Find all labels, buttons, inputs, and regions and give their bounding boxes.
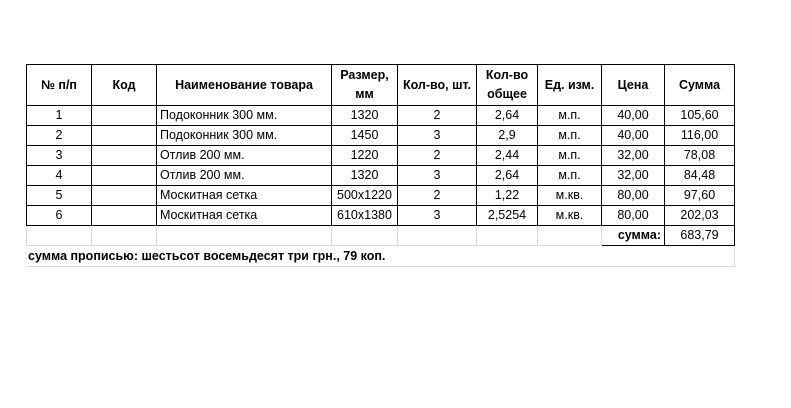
table-row	[27, 166, 735, 186]
cell-quantity-pcs: 3	[398, 166, 477, 186]
items-table	[26, 64, 735, 246]
cell-code	[92, 166, 157, 186]
cell-code	[92, 126, 157, 146]
empty-cell	[398, 226, 477, 246]
total-value: 683,79	[665, 226, 735, 246]
table-row	[27, 146, 735, 166]
cell-product-name: Отлив 200 мм.	[157, 146, 332, 166]
cell-size: 1320	[332, 166, 398, 186]
cell-quantity-pcs: 2	[398, 106, 477, 126]
cell-sum: 78,08	[665, 146, 735, 166]
total-row	[27, 226, 735, 246]
cell-quantity-pcs: 3	[398, 126, 477, 146]
empty-cell	[27, 226, 92, 246]
cell-product-name: Подоконник 300 мм.	[157, 106, 332, 126]
cell-product-name: Отлив 200 мм.	[157, 166, 332, 186]
header-price: Цена	[602, 65, 665, 106]
header-quantity-total: Кол-во общее	[477, 65, 538, 106]
cell-product-name: Москитная сетка	[157, 186, 332, 206]
sum-in-words: сумма прописью: шестьсот восемьдесят три грн., 79 коп.	[26, 246, 735, 267]
cell-quantity-total: 2,5254	[477, 206, 538, 226]
cell-number: 6	[27, 206, 92, 226]
cell-quantity-total: 2,64	[477, 106, 538, 126]
cell-sum: 84,48	[665, 166, 735, 186]
cell-unit: м.п.	[538, 126, 602, 146]
header-code: Код	[92, 65, 157, 106]
cell-quantity-pcs: 2	[398, 186, 477, 206]
cell-sum: 105,60	[665, 106, 735, 126]
cell-number: 2	[27, 126, 92, 146]
empty-cell	[538, 226, 602, 246]
cell-sum: 116,00	[665, 126, 735, 146]
cell-code	[92, 106, 157, 126]
cell-quantity-pcs: 3	[398, 206, 477, 226]
cell-unit: м.п.	[538, 106, 602, 126]
cell-number: 5	[27, 186, 92, 206]
header-size: Размер, мм	[332, 65, 398, 106]
header-quantity-pcs: Кол-во, шт.	[398, 65, 477, 106]
table-row	[27, 106, 735, 126]
cell-number: 1	[27, 106, 92, 126]
cell-price: 32,00	[602, 166, 665, 186]
cell-size: 610x1380	[332, 206, 398, 226]
cell-size: 1320	[332, 106, 398, 126]
cell-quantity-total: 1,22	[477, 186, 538, 206]
cell-unit: м.п.	[538, 166, 602, 186]
cell-number: 4	[27, 166, 92, 186]
total-label: сумма:	[602, 226, 665, 246]
cell-quantity-total: 2,44	[477, 146, 538, 166]
cell-price: 32,00	[602, 146, 665, 166]
table-row	[27, 186, 735, 206]
cell-size: 500x1220	[332, 186, 398, 206]
table-row	[27, 206, 735, 226]
cell-sum: 97,60	[665, 186, 735, 206]
cell-price: 40,00	[602, 126, 665, 146]
cell-price: 80,00	[602, 206, 665, 226]
cell-unit: м.кв.	[538, 186, 602, 206]
header-sum: Сумма	[665, 65, 735, 106]
header-number: № п/п	[27, 65, 92, 106]
empty-cell	[332, 226, 398, 246]
cell-price: 40,00	[602, 106, 665, 126]
table-row	[27, 126, 735, 146]
cell-code	[92, 186, 157, 206]
cell-sum: 202,03	[665, 206, 735, 226]
invoice-sheet	[26, 64, 734, 267]
cell-quantity-total: 2,64	[477, 166, 538, 186]
cell-size: 1220	[332, 146, 398, 166]
empty-cell	[157, 226, 332, 246]
cell-size: 1450	[332, 126, 398, 146]
cell-quantity-total: 2,9	[477, 126, 538, 146]
cell-code	[92, 206, 157, 226]
cell-unit: м.п.	[538, 146, 602, 166]
header-product-name: Наименование товара	[157, 65, 332, 106]
cell-number: 3	[27, 146, 92, 166]
empty-cell	[92, 226, 157, 246]
cell-unit: м.кв.	[538, 206, 602, 226]
cell-price: 80,00	[602, 186, 665, 206]
cell-product-name: Москитная сетка	[157, 206, 332, 226]
table-header-row	[27, 65, 735, 106]
cell-code	[92, 146, 157, 166]
header-unit: Ед. изм.	[538, 65, 602, 106]
empty-cell	[477, 226, 538, 246]
cell-product-name: Подоконник 300 мм.	[157, 126, 332, 146]
cell-quantity-pcs: 2	[398, 146, 477, 166]
